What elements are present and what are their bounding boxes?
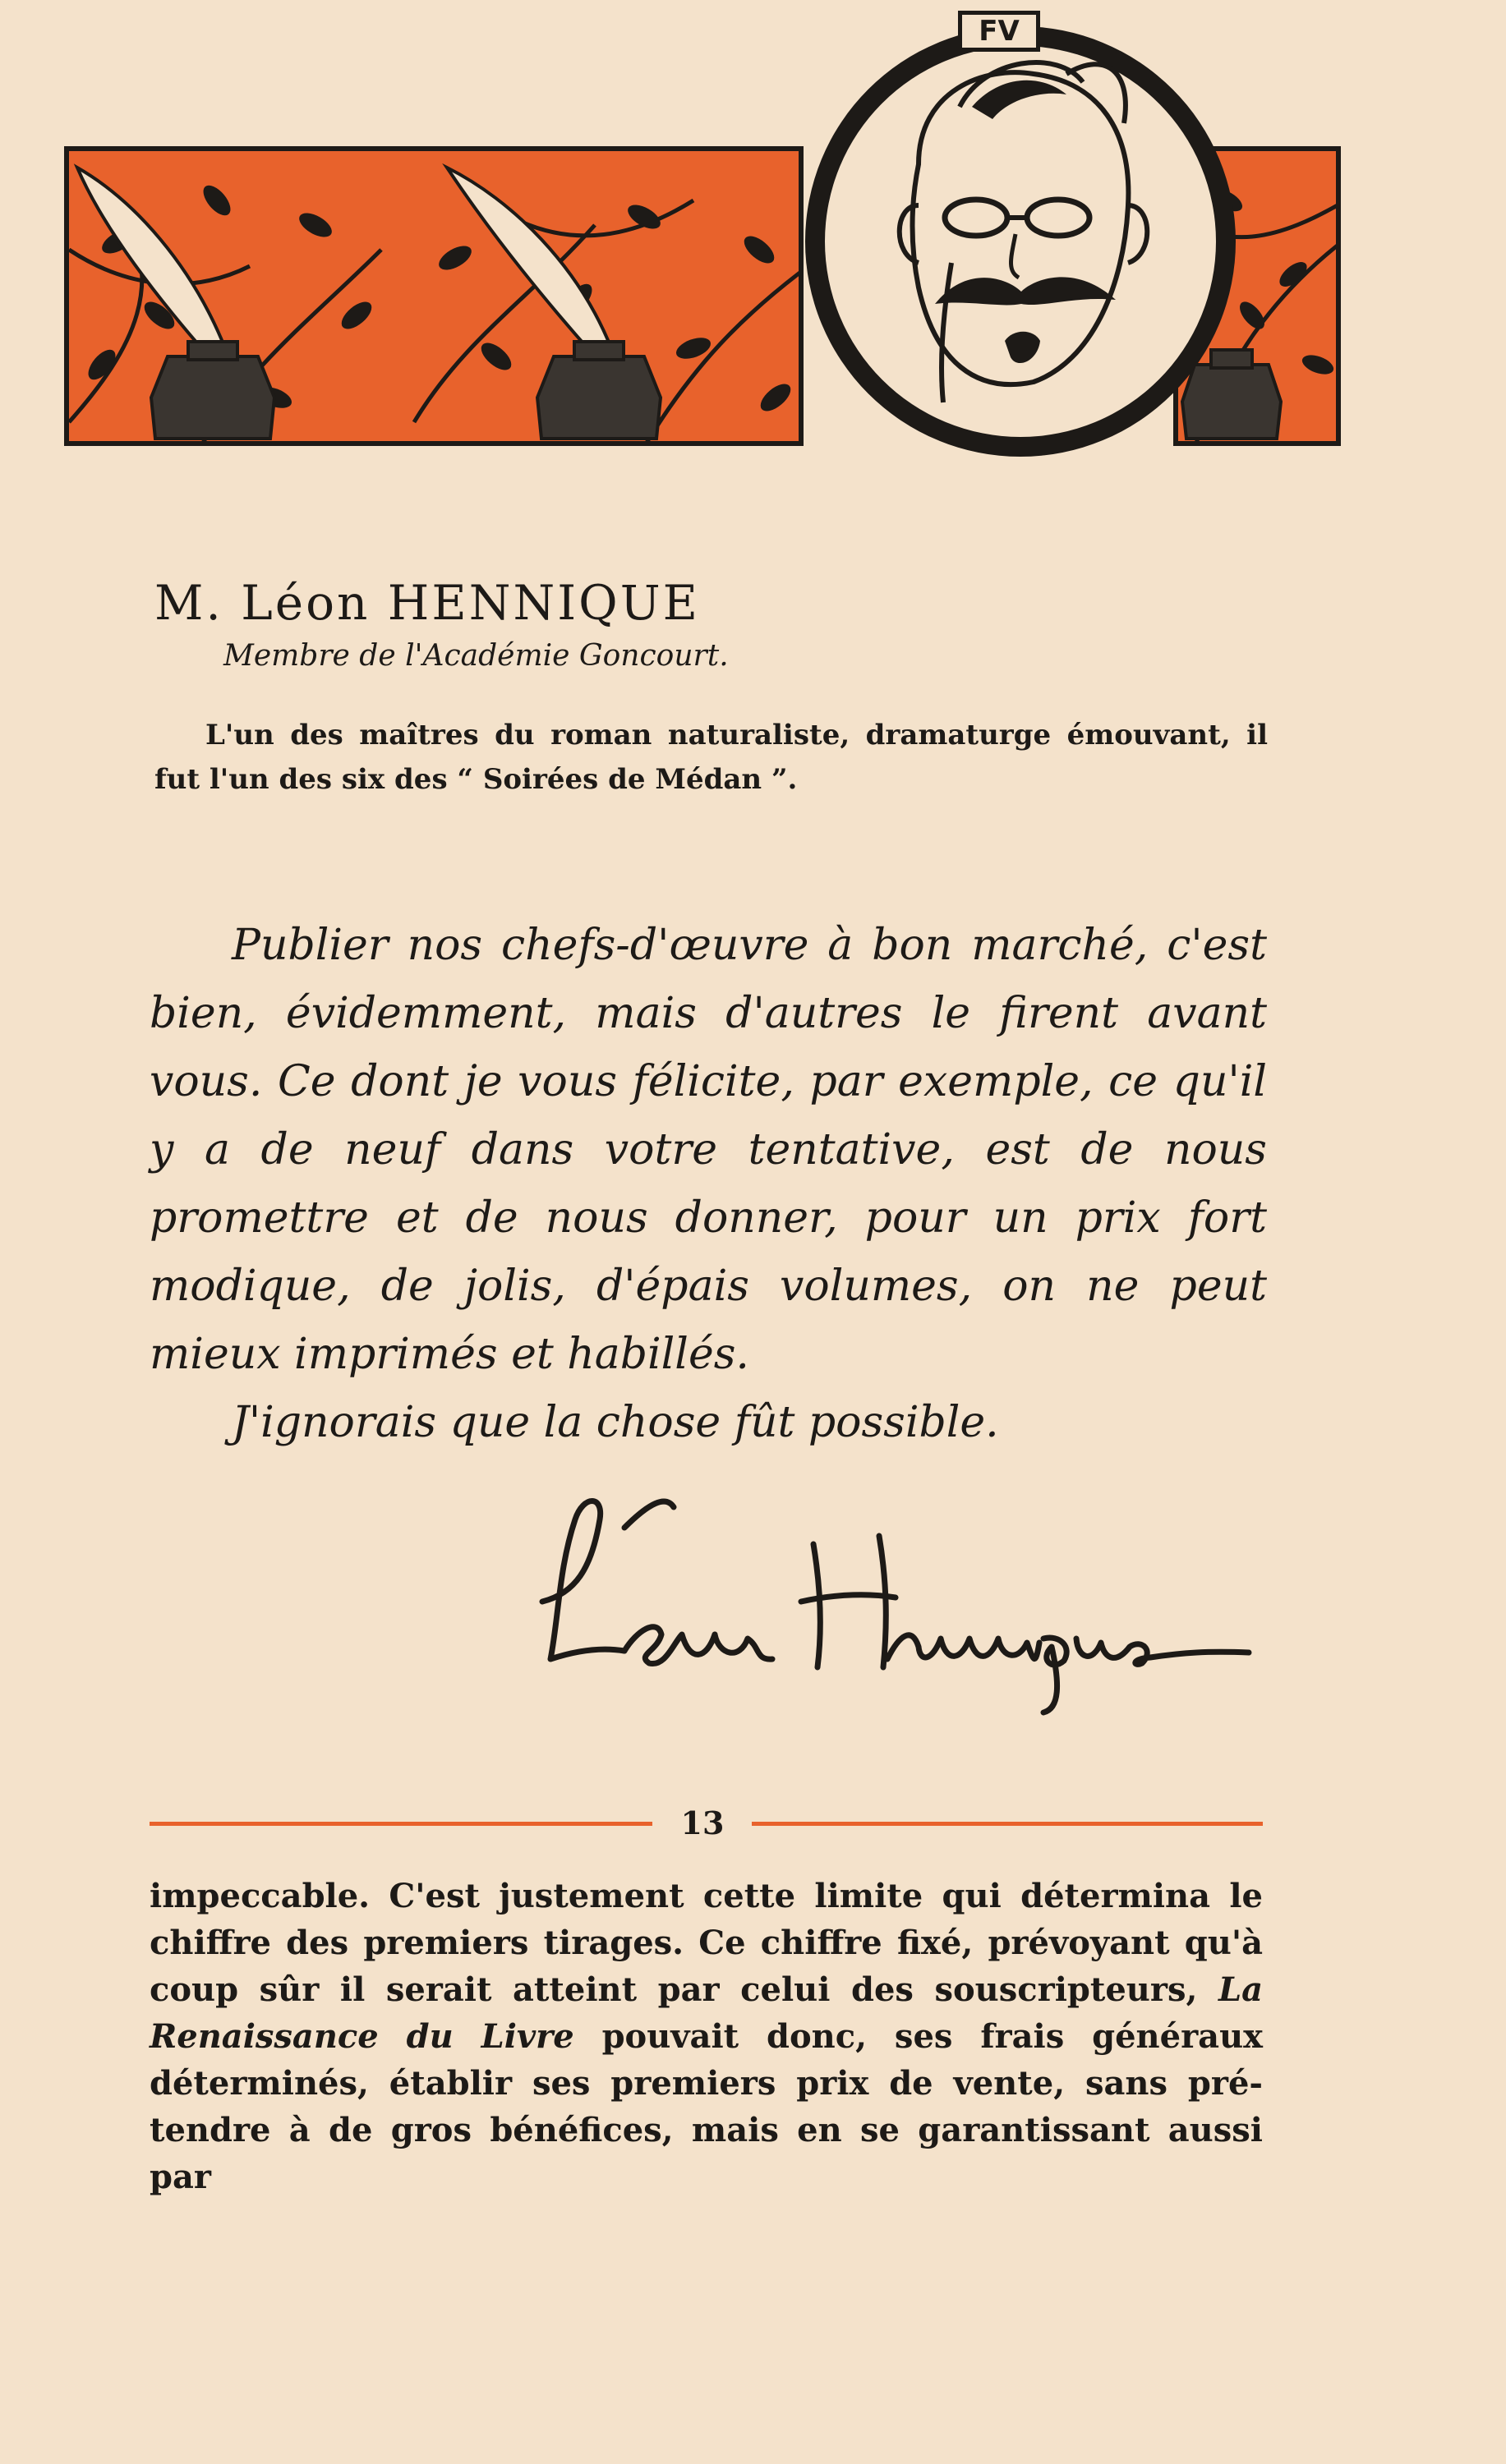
- handwritten-signature: [526, 1470, 1265, 1717]
- publisher-name: La Renaissance du Livre: [150, 1970, 1263, 2056]
- quote-paragraph: Publier nos chefs-d'œuvre à bon marché, c'est bien, évidemment, mais d'autres le firent avant vous. Ce dont je vous félicite, par exemple, ce qu'il y a de neuf dans votre tentative, est de nous promettre et de nous donner, pour un prix fort modique, de jolis, d'épais volumes, on ne peut mieux imprimés et habillés.: [150, 921, 1267, 1379]
- author-membership: Membre de l'Académie Goncourt.: [223, 639, 729, 673]
- quote-paragraph: J'ignorais que la chose fût possible.: [232, 1398, 999, 1447]
- inkwell-frieze-pattern: [69, 151, 804, 446]
- page-rule-left: [150, 1822, 652, 1826]
- page-rule-right: [752, 1822, 1263, 1826]
- artist-monogram: FV: [958, 11, 1040, 52]
- continuation-text: impeccable. C'est justement cette limite qui détermina le chiffre des premiers tirages. Ce chiffre fixé, prévoyant qu'à coup sûr il serait atteint par celui des souscripteurs,: [150, 1877, 1263, 2009]
- signature-drawing: [526, 1470, 1265, 1717]
- caricature-portrait-icon: [795, 16, 1246, 467]
- author-bio: L'un des maîtres du roman naturaliste, dramaturge émouvant, il fut l'un des six des “ Soirées de Médan ”.: [154, 719, 1268, 796]
- header-banner: [64, 15, 1341, 446]
- continuation-paragraph: [150, 1873, 1263, 2200]
- page-number: 13: [680, 1804, 725, 1841]
- portrait-medallion: [795, 16, 1246, 467]
- testimonial-quote: [150, 912, 1267, 1457]
- inkwell-frieze-left: [64, 146, 804, 446]
- continuation-text: pouvait donc, ses frais généraux déterminés, établir ses premiers prix de vente, sans pré-tendre à de gros bénéfices, mais en se garantissant aussi par: [150, 2017, 1264, 2196]
- author-name: M. Léon HENNIQUE: [154, 575, 700, 631]
